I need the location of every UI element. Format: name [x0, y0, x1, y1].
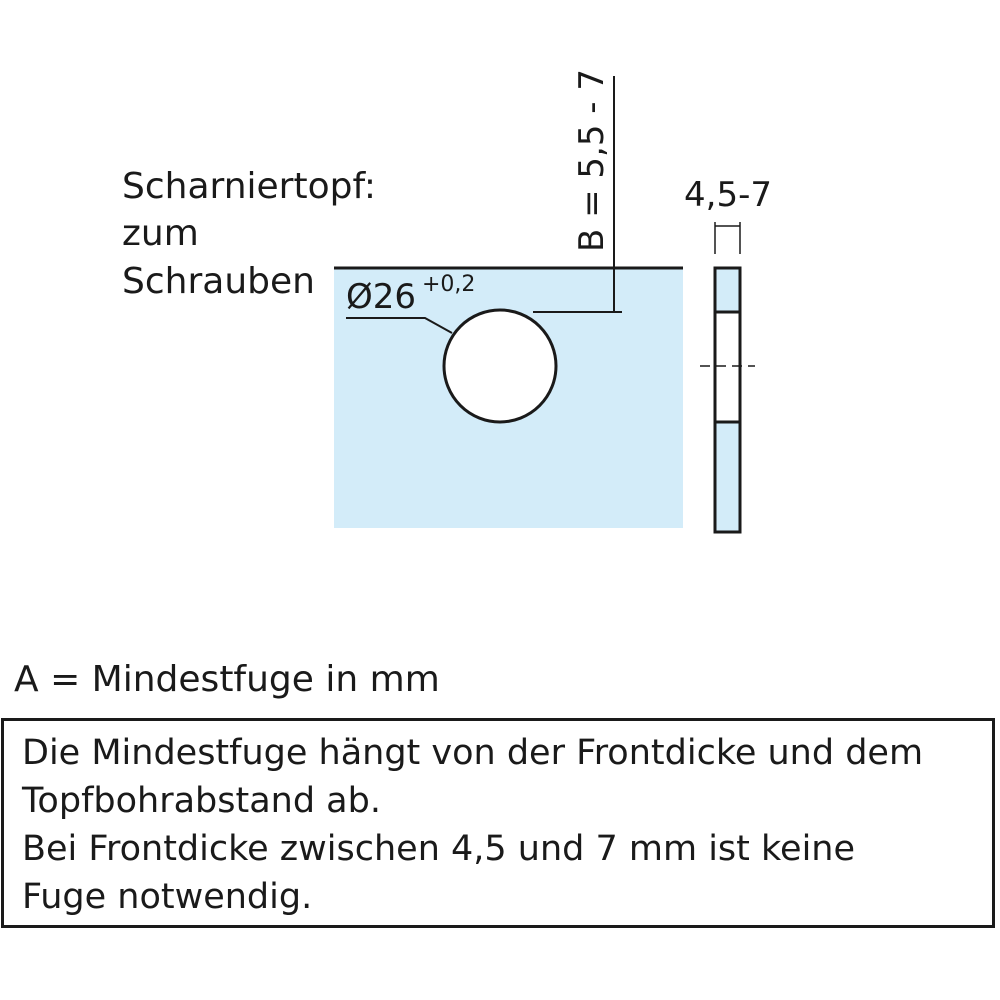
note-line: Die Mindestfuge hängt von der Frontdicke und dem	[22, 733, 924, 773]
panel-side-bore	[717, 312, 739, 422]
cup-bore-hole	[444, 310, 556, 422]
bore-diameter-label: Ø26	[346, 277, 417, 317]
note-line: Bei Frontdicke zwischen 4,5 und 7 mm ist keine	[22, 829, 856, 869]
bore-tolerance-label: +0,2	[422, 272, 476, 297]
note-line: Topfbohrabstand ab.	[22, 781, 381, 821]
note-line: Fuge notwendig.	[22, 877, 313, 917]
note-box	[1, 718, 995, 928]
distance-b-label: B = 5,5 - 7	[572, 68, 612, 252]
thickness-label: 4,5-7	[684, 175, 772, 215]
label-line-2: zum	[122, 213, 199, 254]
label-line-1: Scharniertopf:	[122, 166, 376, 207]
legend-a-text: A = Mindestfuge in mm	[14, 659, 440, 700]
label-line-3: Schrauben	[122, 261, 315, 302]
